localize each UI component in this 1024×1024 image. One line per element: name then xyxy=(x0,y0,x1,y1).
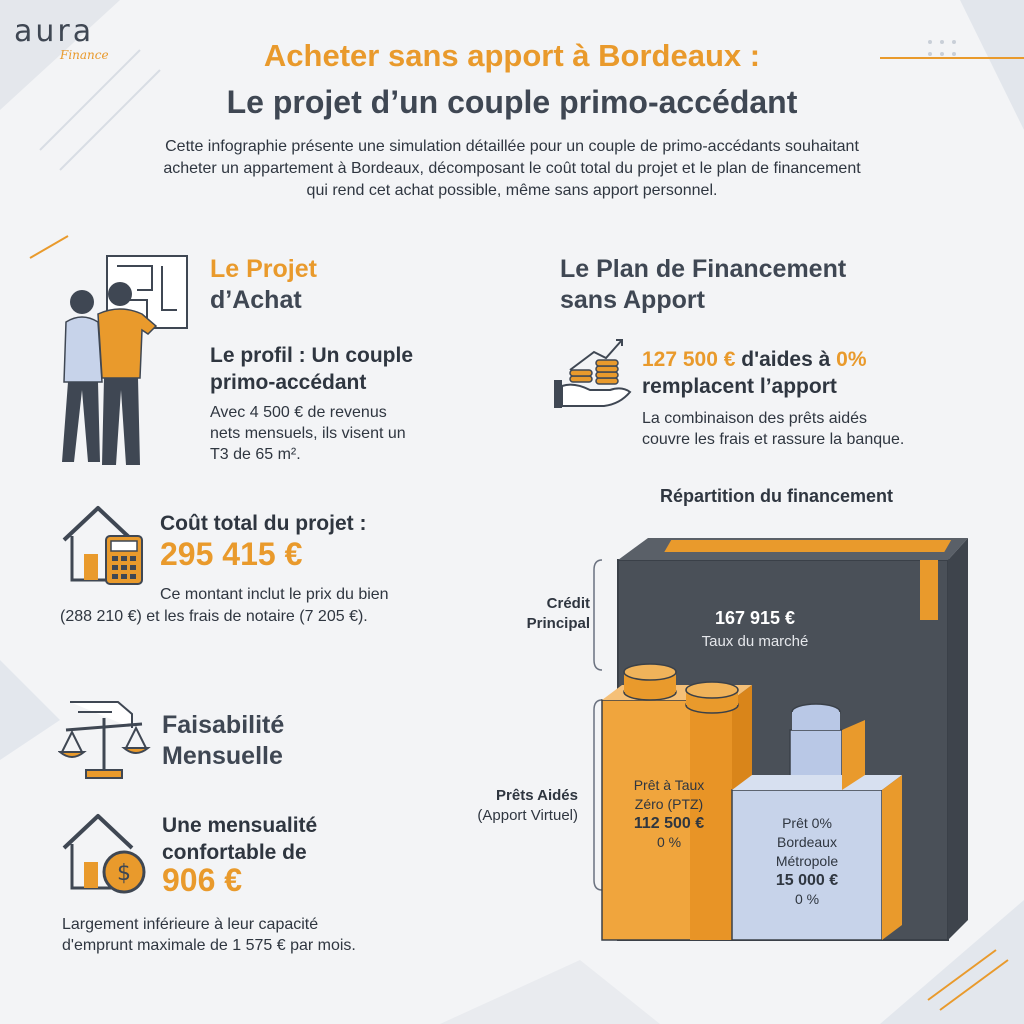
chart-title: Répartition du financement xyxy=(660,486,894,506)
plan-title: Le Plan de Financement sans Apport xyxy=(560,255,847,314)
cout-text-1: Ce montant inclut le prix du bien xyxy=(160,586,389,603)
mensualite-title: Une mensualité confortable de xyxy=(162,814,318,864)
projet-title: Le Projet d’Achat xyxy=(210,255,317,314)
logo-word: aura xyxy=(14,14,95,49)
aides-title: 127 500 € d'aides à 0% remplacent l’apport xyxy=(642,348,867,398)
profil-title: Le profil : Un couple primo-accédant xyxy=(210,344,413,394)
cout-text-2: (288 210 €) et les frais de notaire (7 205 €). xyxy=(60,608,368,625)
credit-label: 167 915 € Taux du marché xyxy=(701,608,809,650)
house-coin-icon xyxy=(58,808,150,894)
mensualite-text: Largement inférieure à leur capacité d'emprunt maximale de 1 575 € par mois. xyxy=(62,916,356,954)
cout-value: 295 415 € xyxy=(160,536,303,572)
mensualite-value: 906 € xyxy=(162,862,243,898)
group-label-prets: Prêts Aidés (Apport Virtuel) xyxy=(477,787,578,824)
logo-sub: Finance xyxy=(60,48,109,62)
couple-illustration xyxy=(52,250,202,475)
group-label-credit: Crédit Principal xyxy=(526,595,590,632)
aides-text: La combinaison des prêts aidés couvre les frais et rassure la banque. xyxy=(642,410,905,448)
page-title: Acheter sans apport à Bordeaux : xyxy=(263,38,761,73)
profil-text: Avec 4 500 € de revenus nets mensuels, ils visent un T3 de 65 m². xyxy=(210,404,406,463)
intro-text: Cette infographie présente une simulation détaillée pour un couple de primo-accédants souhaitant acheter un appartement à Bordeaux, décomposant le coût total du projet et le plan de financement qui rend cet achat possible, même sans apport personnel. xyxy=(163,138,861,199)
svg-text:$: $ xyxy=(117,861,131,886)
page-subtitle: Le projet d’un couple primo-accédant xyxy=(226,84,798,120)
faisabilite-title: Faisabilité Mensuelle xyxy=(162,711,285,770)
ptz-label: Prêt à Taux Zéro (PTZ) 112 500 € 0 % xyxy=(633,777,705,850)
scale-icon xyxy=(58,698,154,784)
house-calculator-icon xyxy=(58,500,150,586)
cout-title: Coût total du projet : xyxy=(160,512,367,535)
coins-hand-icon xyxy=(550,334,638,414)
bordeaux-label: Prêt 0% Bordeaux Métropole 15 000 € 0 % xyxy=(775,815,839,907)
